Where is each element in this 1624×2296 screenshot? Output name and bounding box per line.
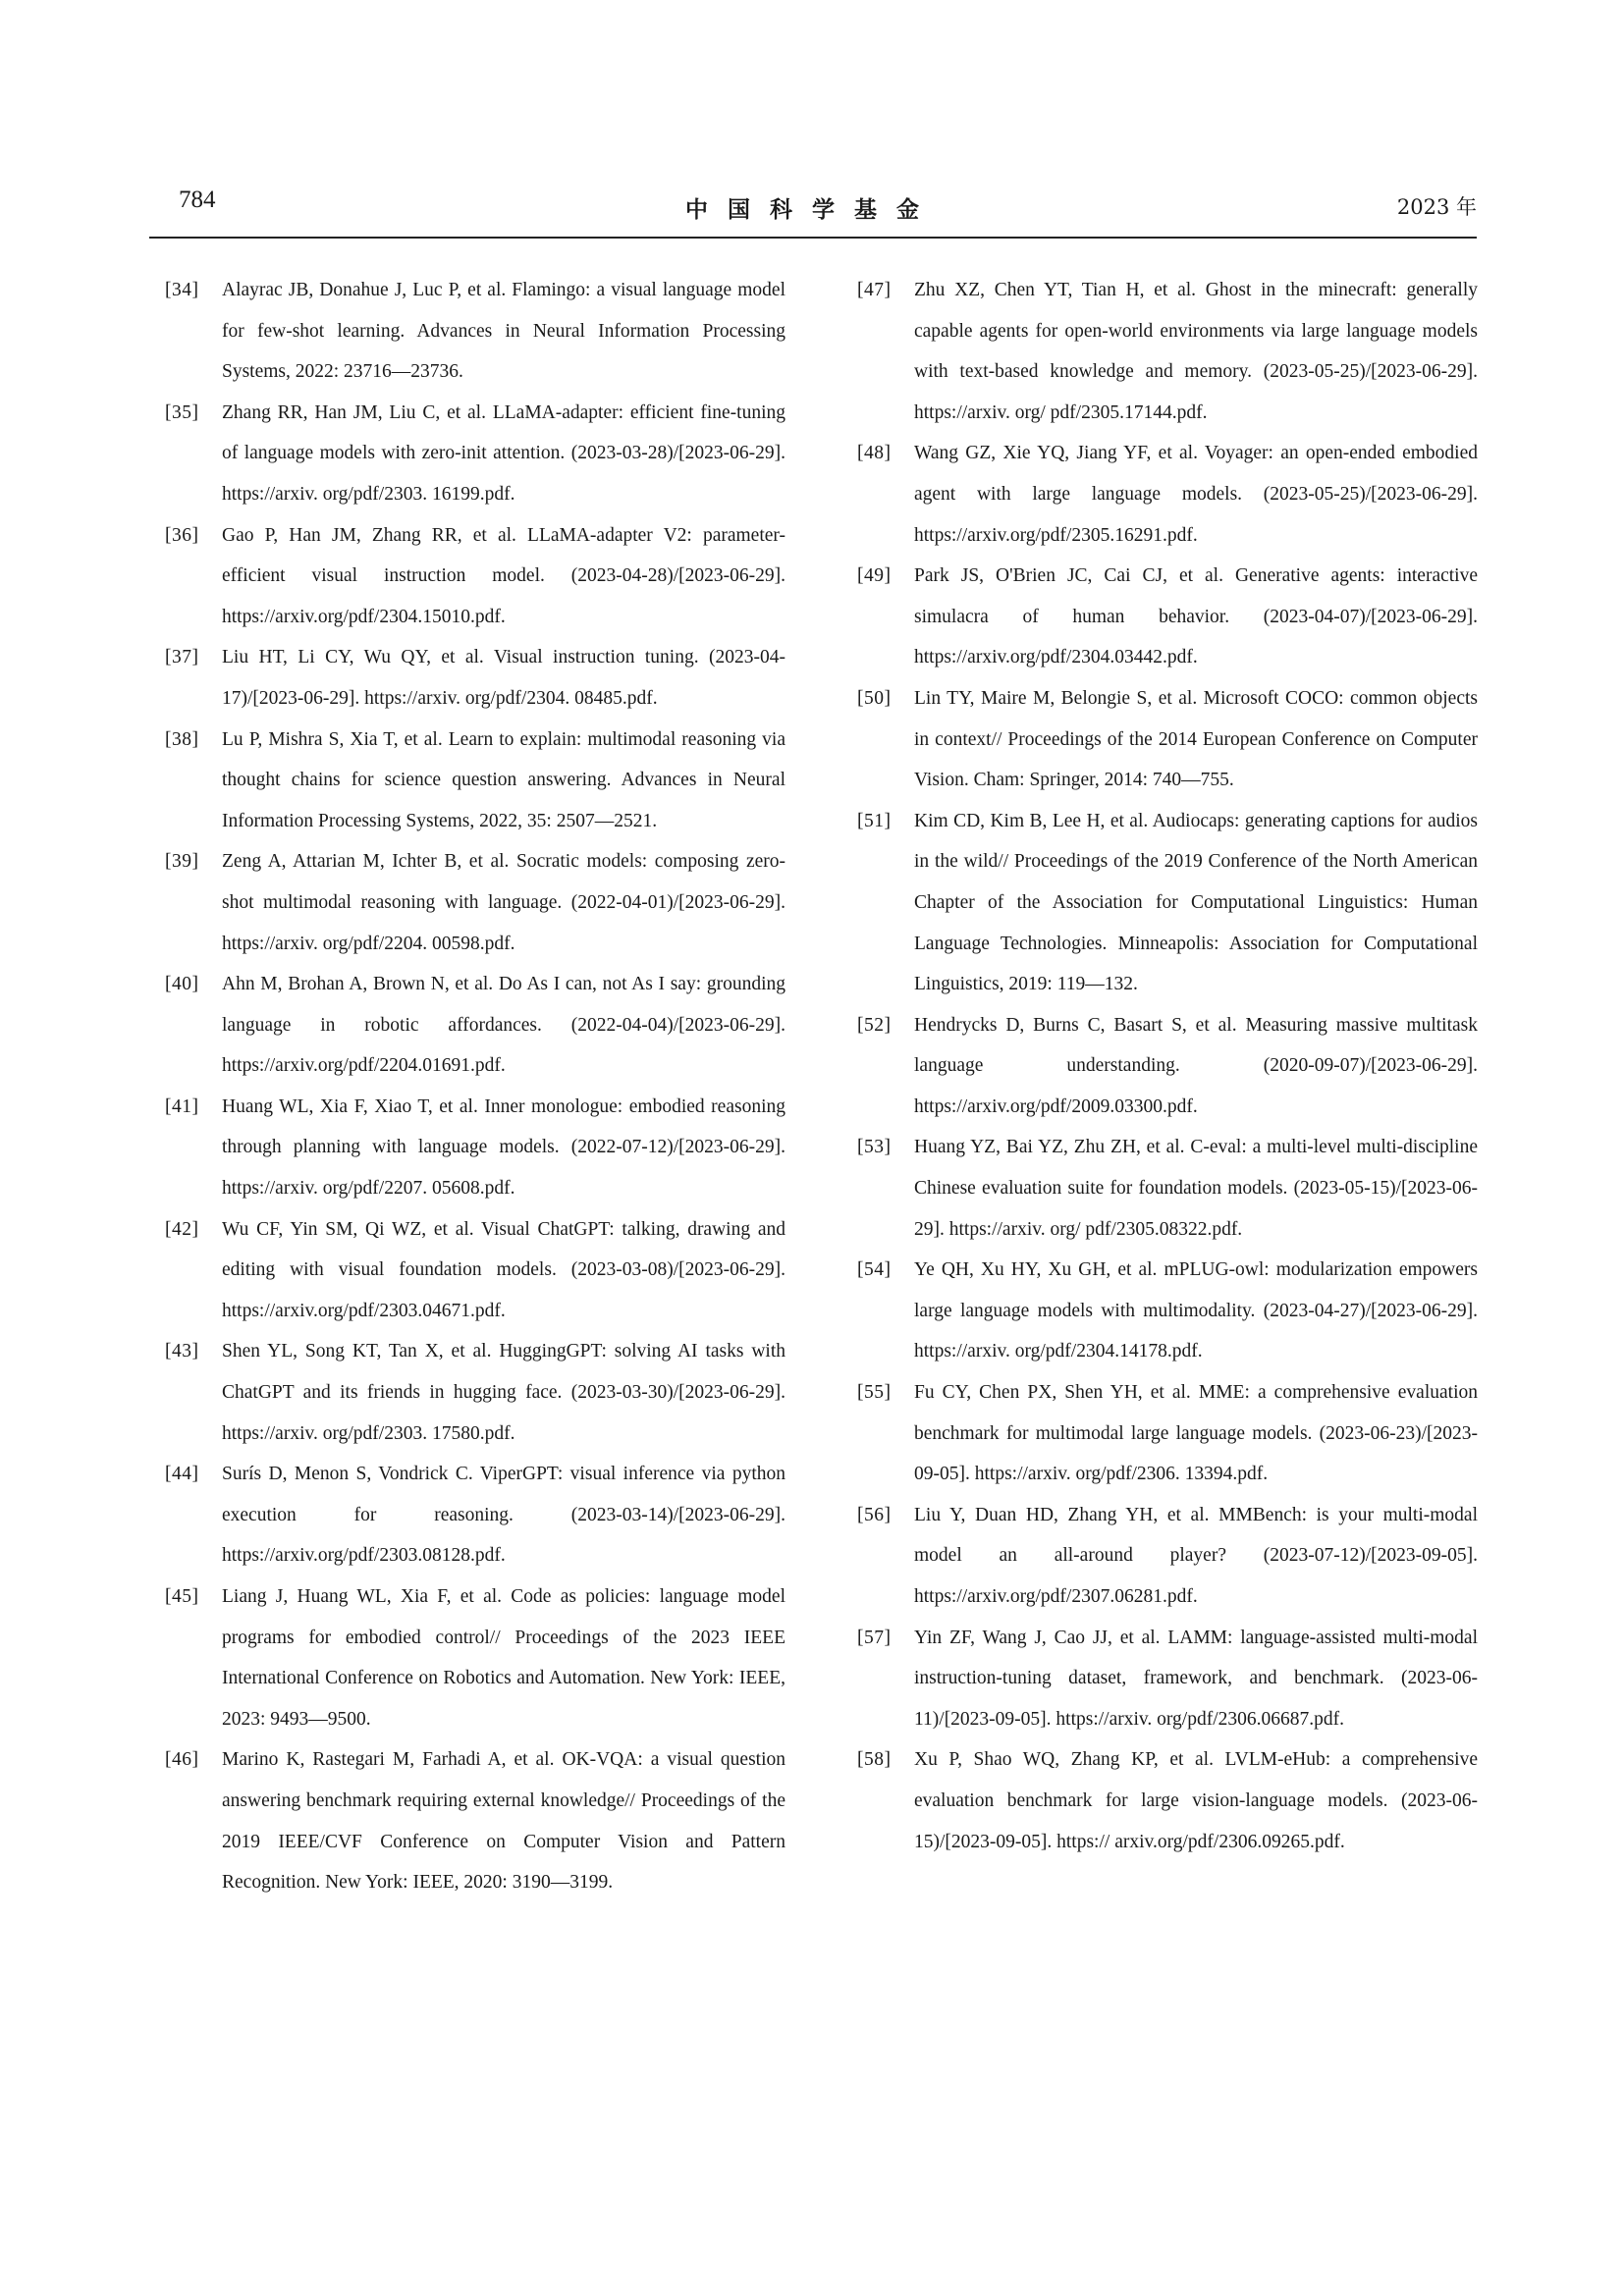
reference-text: Ye QH, Xu HY, Xu GH, et al. mPLUG-owl: modularization empowers large language models with multimodality. (2023-04-27)/[2023-06-29]. https://arxiv. org/pdf/2304.14178.pdf. [914,1259,1478,1362]
reference-number: [51] [857,810,892,831]
reference-text: Huang YZ, Bai YZ, Zhu ZH, et al. C-eval: a multi-level multi-discipline Chinese evaluation suite for foundation models. (2023-05-15)/[2023-06-29]. https://arxiv. org/ pdf/2305.08322.pdf. [914,1137,1478,1240]
reference-number: [42] [165,1218,199,1240]
reference-text: Gao P, Han JM, Zhang RR, et al. LLaMA-adapter V2: parameter-efficient visual instruction model. (2023-04-28)/[2023-06-29]. https://arxiv.org/pdf/2304.15010.pdf. [222,524,785,627]
reference-entry [165,1454,785,1576]
reference-number: [40] [165,974,199,995]
reference-number: [45] [165,1586,199,1607]
reference-text: Yin ZF, Wang J, Cao JJ, et al. LAMM: language-assisted multi-modal instruction-tuning dataset, framework, and benchmark. (2023-06-11)/[2023-09-05]. https://arxiv. org/pdf/2306.06687.pdf. [914,1627,1478,1730]
reference-number: [48] [857,443,892,464]
reference-entry [165,270,785,393]
reference-number: [38] [165,728,199,750]
reference-text: Liu HT, Li CY, Wu QY, et al. Visual instruction tuning. (2023-04-17)/[2023-06-29]. https://arxiv. org/pdf/2304. 08485.pdf. [222,647,785,709]
page-number: 784 [179,187,216,213]
reference-number: [50] [857,687,892,709]
reference-entry [165,964,785,1087]
reference-entry [165,1576,785,1739]
reference-entry [165,1331,785,1454]
reference-entry [857,270,1478,433]
reference-text: Wu CF, Yin SM, Qi WZ, et al. Visual ChatGPT: talking, drawing and editing with visual foundation models. (2023-03-08)/[2023-06-29]. https://arxiv.org/pdf/2303.04671.pdf. [222,1218,785,1321]
reference-number: [35] [165,401,199,423]
reference-entry [165,515,785,638]
reference-number: [43] [165,1341,199,1362]
references-left-column [165,270,785,1903]
reference-text: Lin TY, Maire M, Belongie S, et al. Microsoft COCO: common objects in context// Proceedings of the 2014 European Conference on Computer Vision. Cham: Springer, 2014: 740—755. [914,687,1478,791]
reference-text: Marino K, Rastegari M, Farhadi A, et al. OK-VQA: a visual question answering benchmark requiring external knowledge// Proceedings of the 2019 IEEE/CVF Conference on Computer Vision and Pattern Recognition. New York: IEEE, 2020: 3190—3199. [222,1749,785,1894]
reference-entry [857,556,1478,678]
reference-entry [857,1495,1478,1618]
reference-text: Alayrac JB, Donahue J, Luc P, et al. Flamingo: a visual language model for few-shot learning. Advances in Neural Information Processing Systems, 2022: 23716—23736. [222,280,785,383]
reference-entry [857,1250,1478,1372]
reference-text: Ahn M, Brohan A, Brown N, et al. Do As I can, not As I say: grounding language in robotic affordances. (2022-04-04)/[2023-06-29]. https://arxiv.org/pdf/2204.01691.pdf. [222,974,785,1077]
reference-number: [49] [857,565,892,587]
reference-number: [55] [857,1382,892,1404]
reference-number: [34] [165,280,199,300]
reference-text: Hendrycks D, Burns C, Basart S, et al. Measuring massive multitask language understanding. (2020-09-07)/[2023-06-29]. https://arxiv.org/pdf/2009.03300.pdf. [914,1014,1478,1117]
reference-entry [165,720,785,842]
reference-number: [57] [857,1627,892,1648]
reference-entry [857,433,1478,556]
reference-entry [857,801,1478,1005]
reference-entry [857,1372,1478,1495]
reference-text: Huang WL, Xia F, Xiao T, et al. Inner monologue: embodied reasoning through planning with language models. (2022-07-12)/[2023-06-29]. https://arxiv. org/pdf/2207. 05608.pdf. [222,1095,785,1200]
reference-text: Fu CY, Chen PX, Shen YH, et al. MME: a comprehensive evaluation benchmark for multimodal large language models. (2023-06-23)/[2023-09-05]. https://arxiv. org/pdf/2306. 13394.pdf. [914,1382,1478,1485]
reference-entry [857,1127,1478,1250]
reference-number: [41] [165,1095,199,1117]
reference-number: [56] [857,1504,892,1525]
reference-text: Lu P, Mishra S, Xia T, et al. Learn to explain: multimodal reasoning via thought chains for science question answering. Advances in Neural Information Processing Systems, 2022, 35: 2507—2521. [222,728,785,831]
reference-entry [165,1739,785,1902]
reference-text: Surís D, Menon S, Vondrick C. ViperGPT: visual inference via python execution for reasoning. (2023-03-14)/[2023-06-29]. https://arxiv.org/pdf/2303.08128.pdf. [222,1464,785,1567]
publication-year: 2023 年 [1396,195,1477,219]
header-rule [149,237,1477,239]
reference-entry [857,678,1478,801]
journal-title: 中国科学基金 [685,197,939,223]
reference-number: [46] [165,1749,199,1771]
reference-number: [58] [857,1749,892,1771]
reference-text: Liang J, Huang WL, Xia F, et al. Code as policies: language model programs for embodied control// Proceedings of the 2023 IEEE International Conference on Robotics and Automation. New York: IEEE, 2023: 9493—9500. [222,1586,785,1730]
reference-number: [39] [165,851,199,873]
reference-text: Liu Y, Duan HD, Zhang YH, et al. MMBench: is your multi-modal model an all-around player? (2023-07-12)/[2023-09-05]. https://arxiv.org/pdf/2307.06281.pdf. [914,1504,1478,1607]
reference-number: [54] [857,1259,892,1281]
reference-text: Zeng A, Attarian M, Ichter B, et al. Socratic models: composing zero-shot multimodal reasoning with language. (2022-04-01)/[2023-06-29]. https://arxiv. org/pdf/2204. 00598.pdf. [222,851,785,954]
reference-number: [44] [165,1464,199,1485]
reference-text: Zhu XZ, Chen YT, Tian H, et al. Ghost in the minecraft: generally capable agents for open-world environments via large language models with text-based knowledge and memory. (2023-05-25)/[2023-06-29]. https://arxiv. org/ pdf/2305.17144.pdf. [914,280,1478,423]
reference-text: Shen YL, Song KT, Tan X, et al. HuggingGPT: solving AI tasks with ChatGPT and its friends in hugging face. (2023-03-30)/[2023-06-29]. https://arxiv. org/pdf/2303. 17580.pdf. [222,1341,785,1444]
reference-text: Wang GZ, Xie YQ, Jiang YF, et al. Voyager: an open-ended embodied agent with large language models. (2023-05-25)/[2023-06-29]. https://arxiv.org/pdf/2305.16291.pdf. [914,443,1478,546]
reference-entry [165,393,785,515]
reference-number: [36] [165,524,199,546]
reference-text: Park JS, O'Brien JC, Cai CJ, et al. Generative agents: interactive simulacra of human behavior. (2023-04-07)/[2023-06-29]. https://arxiv.org/pdf/2304.03442.pdf. [914,565,1478,668]
reference-number: [47] [857,280,892,300]
reference-text: Kim CD, Kim B, Lee H, et al. Audiocaps: generating captions for audios in the wild// Proceedings of the 2019 Conference of the North American Chapter of the Association for Computational Linguistics: Human Language Technologies. Minneapolis: Association for Computational Linguistics, 2019: 119—132. [914,810,1478,995]
reference-number: [52] [857,1014,892,1036]
reference-number: [53] [857,1137,892,1158]
reference-entry [165,841,785,964]
references-right-column [857,270,1478,1862]
reference-entry [857,1618,1478,1740]
reference-number: [37] [165,647,199,668]
reference-entry [857,1739,1478,1862]
reference-text: Xu P, Shao WQ, Zhang KP, et al. LVLM-eHub: a comprehensive evaluation benchmark for large vision-language models. (2023-06-15)/[2023-09-05]. https:// arxiv.org/pdf/2306.09265.pdf. [914,1749,1478,1852]
reference-entry [165,1087,785,1209]
reference-entry [165,637,785,719]
reference-text: Zhang RR, Han JM, Liu C, et al. LLaMA-adapter: efficient fine-tuning of language models with zero-init attention. (2023-03-28)/[2023-06-29]. https://arxiv. org/pdf/2303. 16199.pdf. [222,401,785,505]
reference-entry [165,1209,785,1332]
reference-entry [857,1005,1478,1128]
